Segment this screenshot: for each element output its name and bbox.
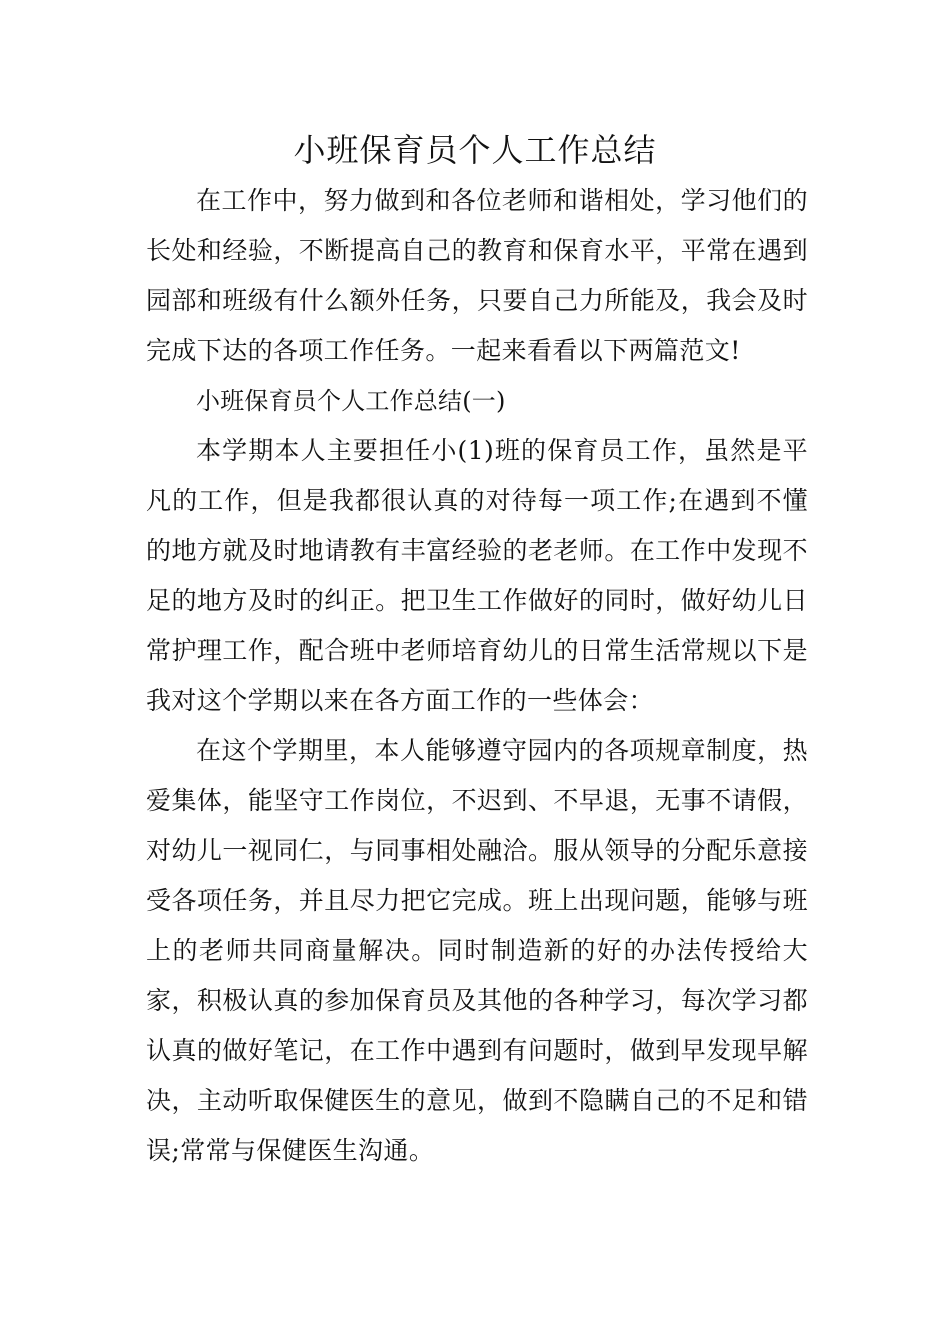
document-title: 小班保育员个人工作总结 (293, 131, 657, 169)
document-body (146, 176, 808, 1176)
section-title: 小班保育员个人工作总结(一) (196, 387, 506, 415)
body-paragraph-2: 在这个学期里，本人能够遵守园内的各项规章制度，热爱集体，能坚守工作岗位，不迟到、不早退，无事不请假，对幼儿一视同仁，与同事相处融洽。服从领导的分配乐意接受各项任务，并且尽力把它完成。班上出现问题，能够与班上的老师共同商量解决。同时制造新的好的办法传授给大家，积极认真的参加保育员及其他的各种学习，每次学习都认真的做好笔记，在工作中遇到有问题时，做到早发现早解决，主动听取保健医生的意见，做到不隐瞒自己的不足和错误;常常与保健医生沟通。 (146, 736, 808, 1165)
intro-paragraph: 在工作中，努力做到和各位老师和谐相处，学习他们的长处和经验，不断提高自己的教育和保育水平，平常在遇到园部和班级有什么额外任务，只要自己力所能及，我会及时完成下达的各项工作任务。一起来看看以下两篇范文! (146, 186, 808, 365)
body-paragraph-1: 本学期本人主要担任小(1)班的保育员工作，虽然是平凡的工作，但是我都很认真的对待每一项工作;在遇到不懂的地方就及时地请教有丰富经验的老老师。在工作中发现不足的地方及时的纠正。把卫生工作做好的同时，做好幼儿日常护理工作，配合班中老师培育幼儿的日常生活常规以下是我对这个学期以来在各方面工作的一些体会： (146, 436, 808, 715)
